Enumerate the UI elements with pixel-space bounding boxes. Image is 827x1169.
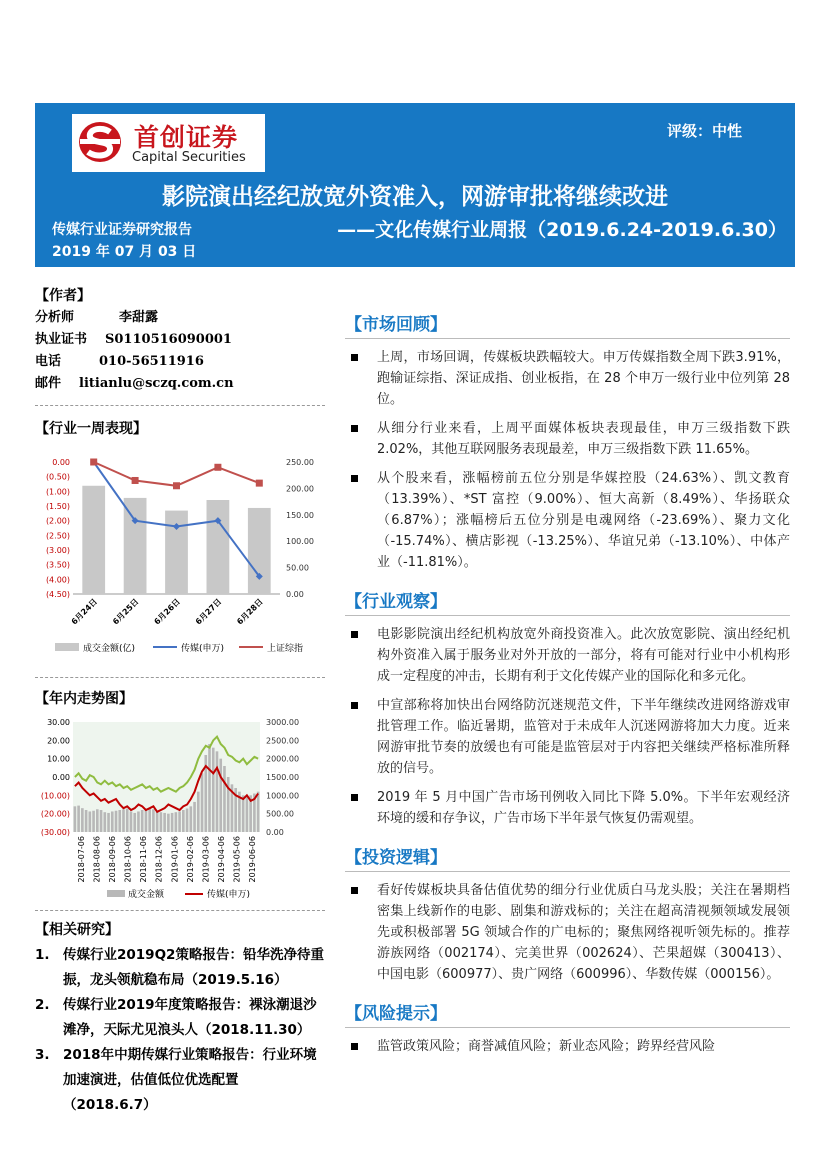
x-tick-label: 2019-06-06	[248, 836, 258, 883]
right-axis-tick: 250.00	[286, 458, 314, 467]
volume-bar	[82, 486, 105, 594]
volume-bar	[219, 759, 222, 832]
company-logo	[72, 114, 265, 172]
volume-bar	[115, 811, 118, 832]
x-tick-label: 2018-08-06	[92, 836, 102, 883]
author-row-phone	[35, 351, 325, 373]
left-axis-tick: (30.00)	[40, 828, 70, 837]
divider	[35, 677, 325, 678]
volume-bar	[193, 802, 196, 832]
section-title: 【风险提示】	[345, 999, 790, 1028]
volume-bar	[148, 808, 151, 832]
volume-bar	[201, 773, 204, 832]
volume-bar	[178, 811, 181, 832]
divider	[35, 405, 325, 406]
section-title: 【投资逻辑】	[345, 843, 790, 872]
sh-index-point	[90, 459, 97, 466]
legend-media-label: 传媒(申万)	[207, 890, 251, 900]
legend-volume-label: 成交金额	[128, 890, 165, 900]
x-tick-label: 6月24日	[69, 597, 100, 627]
x-tick-label: 2018-10-06	[123, 836, 133, 883]
section-industry-observation	[345, 587, 790, 829]
volume-bar	[133, 813, 136, 832]
sh-index-point	[173, 482, 180, 489]
volume-bar	[167, 814, 170, 832]
bullet-list	[345, 624, 790, 829]
section-title: 【行业观察】	[345, 587, 790, 616]
bullet-item: 监管政策风险；商誉减值风险；新业态风险；跨界经营风险	[345, 1036, 790, 1057]
bullet-item: 看好传媒板块具备估值优势的细分行业优质白马龙头股；关注在暑期档密集上线新作的电影、剧集和游戏标的；关注在超高清视频领域发展领先或积极部署 5G 领域合作的广电标的；聚焦网络视听领先标的。推荐游族网络（002174）、完美世界（002624）、芒果超媒（300413）、中国电影（600977）、贵广网络（600996）、华数传媒（000156）。	[345, 880, 790, 985]
left-axis-tick: 30.00	[47, 718, 70, 727]
left-axis-tick: (4.00)	[45, 575, 70, 585]
volume-bar	[137, 811, 140, 832]
logo-chinese-name: 首创证券	[134, 123, 239, 152]
left-axis-tick: (4.50)	[45, 590, 70, 599]
left-axis-tick: 0.00	[52, 773, 70, 782]
volume-bar	[111, 811, 114, 832]
volume-bar	[152, 809, 155, 832]
right-axis-tick: 2000.00	[266, 754, 300, 764]
volume-bar	[96, 809, 99, 832]
volume-bar	[126, 809, 129, 832]
volume-bar	[190, 806, 193, 832]
right-axis-tick: 0.00	[286, 590, 304, 599]
volume-bar	[175, 812, 178, 832]
rating: 评级：中性	[667, 122, 743, 140]
volume-bar	[171, 813, 174, 832]
bullet-item: 上周，市场回调，传媒板块跌幅较大。申万传媒指数全周下跌3.91%，跑输证综指、深证成指、创业板指，在 28 个申万一级行业中位列第 28 位。	[345, 347, 790, 410]
logo-english-name: Capital Securities	[132, 150, 246, 165]
bullet-item: 从个股来看，涨幅榜前五位分别是华媒控股（24.63%）、凯文教育（13.39%）、*ST 富控（9.00%）、恒大高新（8.49%）、华扬联众（6.87%）；涨幅榜后五位分别是电魂网络（-23.69%）、聚力文化（-15.74%）、横店影视（-13.25%）、华谊兄弟（-13.10%）、中体产业（-11.81%）。	[345, 468, 790, 573]
report-title: 影院演出经纪放宽外资准入，网游审批将继续改进	[162, 184, 668, 210]
divider	[35, 910, 325, 911]
volume-bar	[223, 766, 226, 832]
left-axis-tick: (3.50)	[45, 560, 70, 570]
x-tick-label: 6月25日	[111, 597, 141, 627]
volume-bar	[118, 810, 121, 832]
right-axis-tick: 150.00	[286, 510, 314, 520]
right-axis-tick: 1000.00	[266, 791, 300, 801]
bullet-list	[345, 880, 790, 985]
author-value: S0110516090001	[105, 332, 232, 347]
volume-bar	[85, 810, 88, 832]
volume-bar	[216, 751, 219, 832]
weekly-chart-heading: 【行业一周表现】	[35, 421, 147, 437]
left-axis-tick: (10.00)	[40, 791, 70, 801]
author-heading: 【作者】	[35, 288, 91, 304]
left-axis-tick: (0.50)	[45, 472, 70, 482]
section-risk-warning	[345, 999, 790, 1057]
left-axis-tick: 20.00	[47, 736, 70, 746]
left-axis-tick: (2.50)	[45, 531, 70, 541]
left-axis-tick: 0.00	[52, 458, 70, 467]
volume-bar	[248, 508, 271, 594]
volume-bar	[242, 795, 245, 832]
bullet-list	[345, 1036, 790, 1057]
author-row-analyst	[35, 307, 325, 329]
volume-bar	[182, 810, 185, 832]
volume-bar	[81, 808, 84, 832]
related-item[interactable]: 1. 传媒行业2019Q2策略报告：铅华洗净待重振，龙头领航稳布局（2019.5.16）	[35, 947, 324, 988]
sh-index-point	[256, 480, 263, 487]
author-value: 010-56511916	[99, 354, 204, 369]
related-item[interactable]: 3. 2018年中期传媒行业策略报告：行业环境加速演进，估值低位优选配置（2018.6.7）	[35, 1047, 317, 1113]
left-axis-tick: (20.00)	[40, 809, 70, 819]
volume-bar	[212, 748, 215, 832]
author-key: 电话	[35, 354, 62, 369]
volume-bar	[145, 809, 148, 832]
legend-volume-swatch	[107, 890, 125, 897]
x-tick-label: 6月27日	[193, 597, 224, 627]
logo-s-icon	[78, 120, 122, 164]
volume-bar	[208, 744, 211, 832]
volume-bar	[130, 811, 133, 832]
volume-bar	[163, 813, 166, 832]
author-key: 执业证书	[35, 332, 88, 347]
section-title: 【市场回顾】	[345, 310, 790, 339]
author-row-email	[35, 373, 325, 395]
report-date: 2019 年 07 月 03 日	[52, 244, 197, 260]
x-tick-label: 2019-01-06	[170, 836, 180, 883]
right-column	[345, 310, 790, 1065]
x-tick-label: 2019-02-06	[185, 836, 195, 883]
volume-bar	[92, 811, 95, 832]
volume-bar	[103, 812, 106, 832]
bullet-list	[345, 347, 790, 573]
related-item[interactable]: 2. 传媒行业2019年度策略报告：裸泳潮退沙滩净，天际尤见浪头人（2018.11.30）	[35, 997, 317, 1038]
volume-bar	[77, 806, 80, 832]
left-axis-tick: 10.00	[47, 754, 70, 764]
x-tick-label: 6月26日	[152, 597, 182, 627]
right-axis-tick: 500.00	[266, 809, 294, 819]
bullet-item: 中宣部称将加快出台网络防沉迷规范文件，下半年继续改进网络游戏审批管理工作。临近暑期，监管对于未成年人沉迷网游将加大力度。近来网游审批节奏的放缓也有可能是监管层对于内容把关继续严格标准所释放的信号。	[345, 695, 790, 779]
volume-bar	[107, 813, 110, 832]
volume-bar	[207, 500, 230, 594]
left-column	[35, 285, 325, 1118]
x-tick-label: 2019-05-06	[232, 836, 242, 883]
x-tick-label: 2018-07-06	[76, 836, 86, 883]
volume-bar	[122, 809, 125, 832]
author-info	[35, 307, 325, 395]
section-investment-logic	[345, 843, 790, 985]
right-axis-tick: 100.00	[286, 537, 314, 547]
yearly-chart-heading: 【年内走势图】	[35, 691, 133, 707]
volume-bar	[156, 811, 159, 832]
volume-bar	[197, 792, 200, 832]
right-axis-tick: 1500.00	[266, 773, 300, 782]
bullet-item: 电影影院演出经纪机构放宽外商投资准入。此次放宽影院、演出经纪机构外资准入属于服务业对外开放的一部分，将有可能对行业中小机构形成一定程度的冲击，长期有利于文化传媒产业的国际化和多元化。	[345, 624, 790, 687]
legend-volume-swatch	[55, 643, 79, 651]
weekly-performance-chart	[35, 444, 325, 669]
report-type: 传媒行业证券研究报告	[52, 222, 192, 238]
right-axis-tick: 0.00	[266, 828, 284, 837]
right-axis-tick: 50.00	[286, 563, 309, 573]
volume-bar	[246, 797, 249, 832]
legend-media-label: 传媒(申万)	[181, 644, 225, 654]
volume-bar	[186, 809, 189, 832]
left-axis-tick: (1.50)	[45, 502, 70, 511]
volume-bar	[160, 812, 163, 832]
sh-index-line	[94, 462, 260, 486]
report-subtitle: ——文化传媒行业周报（2019.6.24-2019.6.30）	[337, 219, 787, 241]
right-axis-tick: 200.00	[286, 484, 314, 494]
related-research-list	[35, 943, 325, 1118]
yearly-trend-chart	[35, 714, 325, 904]
author-row-license	[35, 329, 325, 351]
left-axis-tick: (3.00)	[45, 546, 70, 555]
bullet-item: 2019 年 5 月中国广告市场刊例收入同比下降 5.0%。下半年宏观经济环境的缓和存争议，广告市场下半年景气恢复仍需观望。	[345, 787, 790, 829]
author-value: litianlu@sczq.com.cn	[79, 376, 234, 391]
author-key: 分析师	[35, 310, 75, 325]
right-axis-tick: 3000.00	[266, 718, 300, 727]
volume-bar	[74, 806, 77, 832]
x-tick-label: 2019-03-06	[201, 836, 211, 883]
legend-volume-label: 成交金额(亿)	[83, 644, 136, 654]
x-tick-label: 2018-12-06	[154, 836, 164, 883]
x-tick-label: 2019-04-06	[217, 836, 227, 883]
volume-bar	[89, 811, 92, 832]
author-value: 李甜露	[119, 310, 159, 325]
related-heading: 【相关研究】	[35, 922, 119, 938]
left-axis-tick: (2.00)	[45, 516, 70, 526]
left-axis-tick: (1.00)	[45, 487, 70, 497]
sh-index-point	[214, 464, 221, 471]
volume-bar	[141, 810, 144, 832]
volume-bar	[257, 792, 260, 832]
author-key: 邮件	[35, 376, 62, 391]
bullet-item: 从细分行业来看，上周平面媒体板块表现最佳，申万三级指数下跌2.02%，其他互联网服务表现最差，申万三级指数下跌 11.65%。	[345, 418, 790, 460]
volume-bar	[100, 810, 103, 832]
x-tick-label: 2018-09-06	[107, 836, 117, 883]
volume-bar	[124, 498, 147, 594]
x-tick-label: 6月28日	[235, 597, 265, 627]
legend-sh-label: 上证综指	[267, 644, 304, 654]
x-tick-label: 2018-11-06	[139, 836, 149, 883]
sh-index-point	[132, 477, 139, 484]
right-axis-tick: 2500.00	[266, 736, 300, 746]
section-market-review	[345, 310, 790, 573]
